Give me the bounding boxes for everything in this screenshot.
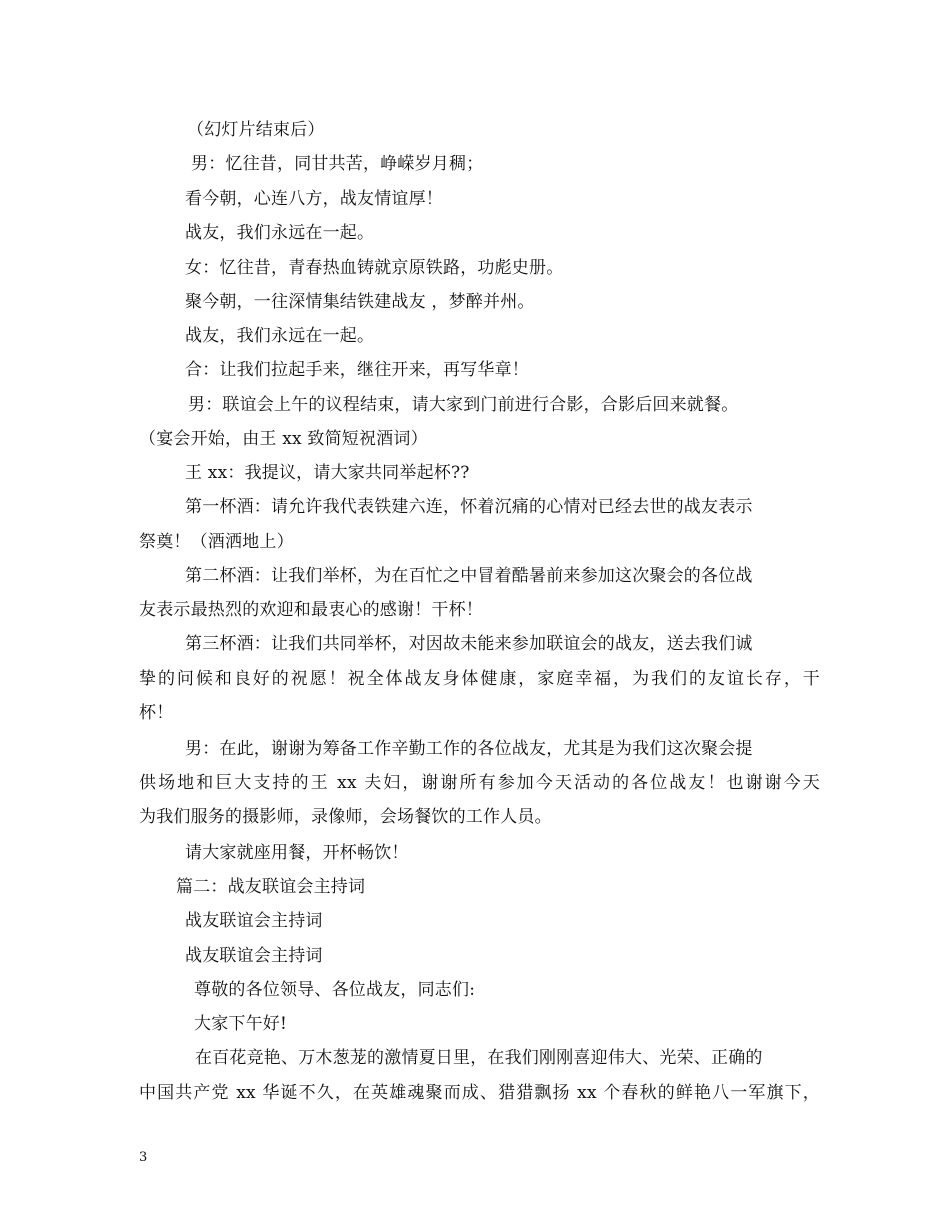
- text-line: 第三杯酒：让我们共同举杯，对因故未能来参加联谊会的战友，送去我们诚: [185, 634, 753, 654]
- text-line: 战友，我们永远在一起。: [185, 326, 375, 346]
- text-line: 请大家就座用餐，开杯畅饮！: [185, 843, 409, 863]
- text-line: 第二杯酒：让我们举杯，为在百忙之中冒着酷暑前来参加这次聚会的各位战: [185, 566, 753, 586]
- text-line: 祭奠！（酒洒地上）: [139, 532, 294, 552]
- text-line: 友表示最热烈的欢迎和最衷心的感谢！干杯！: [139, 600, 483, 620]
- text-line: 男：在此，谢谢为筹备工作辛勤工作的各位战友，尤其是为我们这次聚会提: [185, 739, 753, 759]
- text-line: 杯！: [139, 703, 174, 723]
- text-line: 为我们服务的摄影师，录像师，会场餐饮的工作人员。: [139, 807, 552, 827]
- text-line: 王 xx：我提议，请大家共同举起杯??: [185, 463, 470, 483]
- text-line: 看今朝，心连八方，战友情谊厚！: [185, 189, 443, 209]
- text-line: 女：忆往昔，青春热血铸就京原铁路，功彪史册。: [185, 258, 564, 278]
- text-line: 男：忆往昔，同甘共苦，峥嵘岁月稠；: [191, 154, 484, 174]
- text-line: （幻灯片结束后）: [187, 120, 325, 140]
- text-line: 篇二：战友联谊会主持词: [176, 877, 366, 897]
- text-line: 合：让我们拉起手来，继往开来，再写华章！: [185, 360, 529, 380]
- page-number: 3: [139, 1150, 148, 1165]
- text-line: 尊敬的各位领导、各位战友，同志们:: [194, 980, 476, 1000]
- text-line: 战友，我们永远在一起。: [185, 223, 375, 243]
- text-line: 男：联谊会上午的议程结束，请大家到门前进行合影，合影后回来就餐。: [188, 395, 739, 415]
- text-line: 聚今朝，一往深情集结铁建战友 ，梦醉并州。: [185, 292, 535, 312]
- text-line: 供场地和巨大支持的王 xx 夫妇，谢谢所有参加今天活动的各位战友！也谢谢今天: [139, 773, 820, 793]
- text-line: 在百花竞艳、万木葱茏的激情夏日里，在我们刚刚喜迎伟大、光荣、正确的: [195, 1048, 763, 1068]
- text-line: 大家下午好!: [194, 1014, 288, 1034]
- text-line: 第一杯酒：请允许我代表铁建六连，怀着沉痛的心情对已经去世的战友表示: [185, 497, 753, 517]
- text-line: （宴会开始，由王 xx 致简短祝酒词）: [139, 429, 428, 449]
- text-line: 战友联谊会主持词: [185, 946, 323, 966]
- text-line: 挚的问候和良好的祝愿！祝全体战友身体健康，家庭幸福，为我们的友谊长存，干: [139, 669, 820, 689]
- text-line: 中国共产党 xx 华诞不久，在英雄魂聚而成、猎猎飘扬 xx 个春秋的鲜艳八一军旗下，: [139, 1083, 820, 1103]
- text-line: 战友联谊会主持词: [185, 911, 323, 931]
